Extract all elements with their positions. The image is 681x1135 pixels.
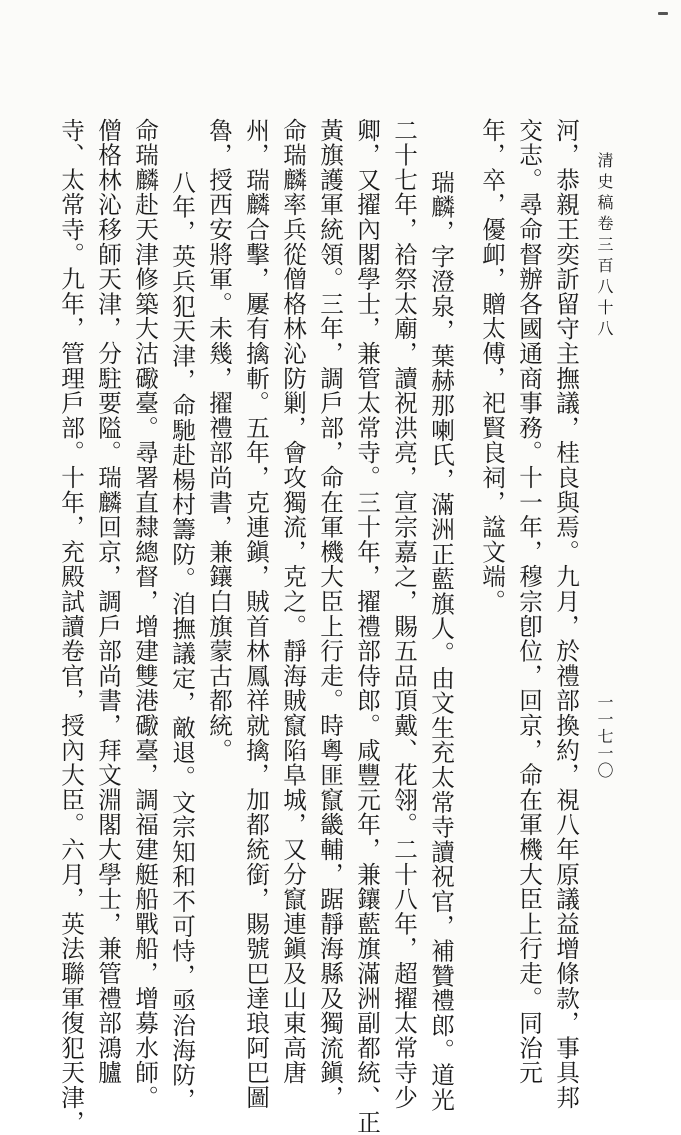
text-column: 州，瑞麟合擊，屢有擒斬。五年，克連鎭，賊首林鳳祥就擒，加都統銜，賜號巴達琅阿巴圖 xyxy=(242,118,270,1110)
text-column: 黃旗護軍統領。三年，調戶部，命在軍機大臣上行走。時粵匪竄畿輔，踞靜海縣及獨流鎭， xyxy=(316,118,344,1110)
text-column: 年，卒，優卹，贈太傅，祀賢良祠，諡文端。 xyxy=(478,118,506,614)
text-column: 瑞麟，字澄泉，葉赫那喇氏，滿洲正藍旗人。由文生充太常寺讀祝官，補贊禮郎。道光 xyxy=(427,170,455,1113)
text-column: 二十七年，祫祭太廟，讀祝洪亮，宣宗嘉之，賜五品頂戴、花翎。二十八年，超擢太常寺少 xyxy=(390,118,418,1110)
text-column: 寺、太常寺。九年，管理戶部。十年，充殿試讀卷官，授內大臣。六月，英法聯軍復犯天津， xyxy=(57,118,85,1135)
text-column: 卿，又擢內閣學士，兼管太常寺。三十年，擢禮部侍郎。咸豐元年，兼鑲藍旗滿洲副都統、正 xyxy=(353,118,381,1135)
text-column: 命瑞麟率兵從僧格林沁防剿，會攻獨流，克之。靜海賊竄陷阜城，又分竄連鎭及山東高唐 xyxy=(279,118,307,1086)
text-column: 河，恭親王奕訢留守主撫議，桂良與焉。九月，於禮部換約，視八年原議益增條款，事具邦 xyxy=(552,118,580,1110)
text-column: 交志。尋命督辦各國通商事務。十一年，穆宗卽位，回京，命在軍機大臣上行走。同治元 xyxy=(515,118,543,1086)
text-column: 命瑞麟赴天津修築大沽礮臺。尋署直隸總督，增建雙港礮臺，調福建艇船戰船，增募水師。 xyxy=(131,118,159,1110)
page-corner-mark xyxy=(658,12,668,15)
text-column: 僧格林沁移師天津，分駐要隘。瑞麟回京，調戶部尚書，拜文淵閣大學士，兼管禮部鴻臚 xyxy=(94,118,122,1086)
text-column: 八年，英兵犯天津，命馳赴楊村籌防。洎撫議定，敵退。文宗知和不可恃，亟治海防， xyxy=(168,170,196,1113)
page-number: 一一七一〇 xyxy=(595,694,614,779)
running-head-title: 清史稿卷三百八十八 xyxy=(595,152,614,341)
text-column: 魯，授西安將軍。未幾，擢禮部尚書，兼鑲白旗蒙古都統。 xyxy=(205,118,233,763)
